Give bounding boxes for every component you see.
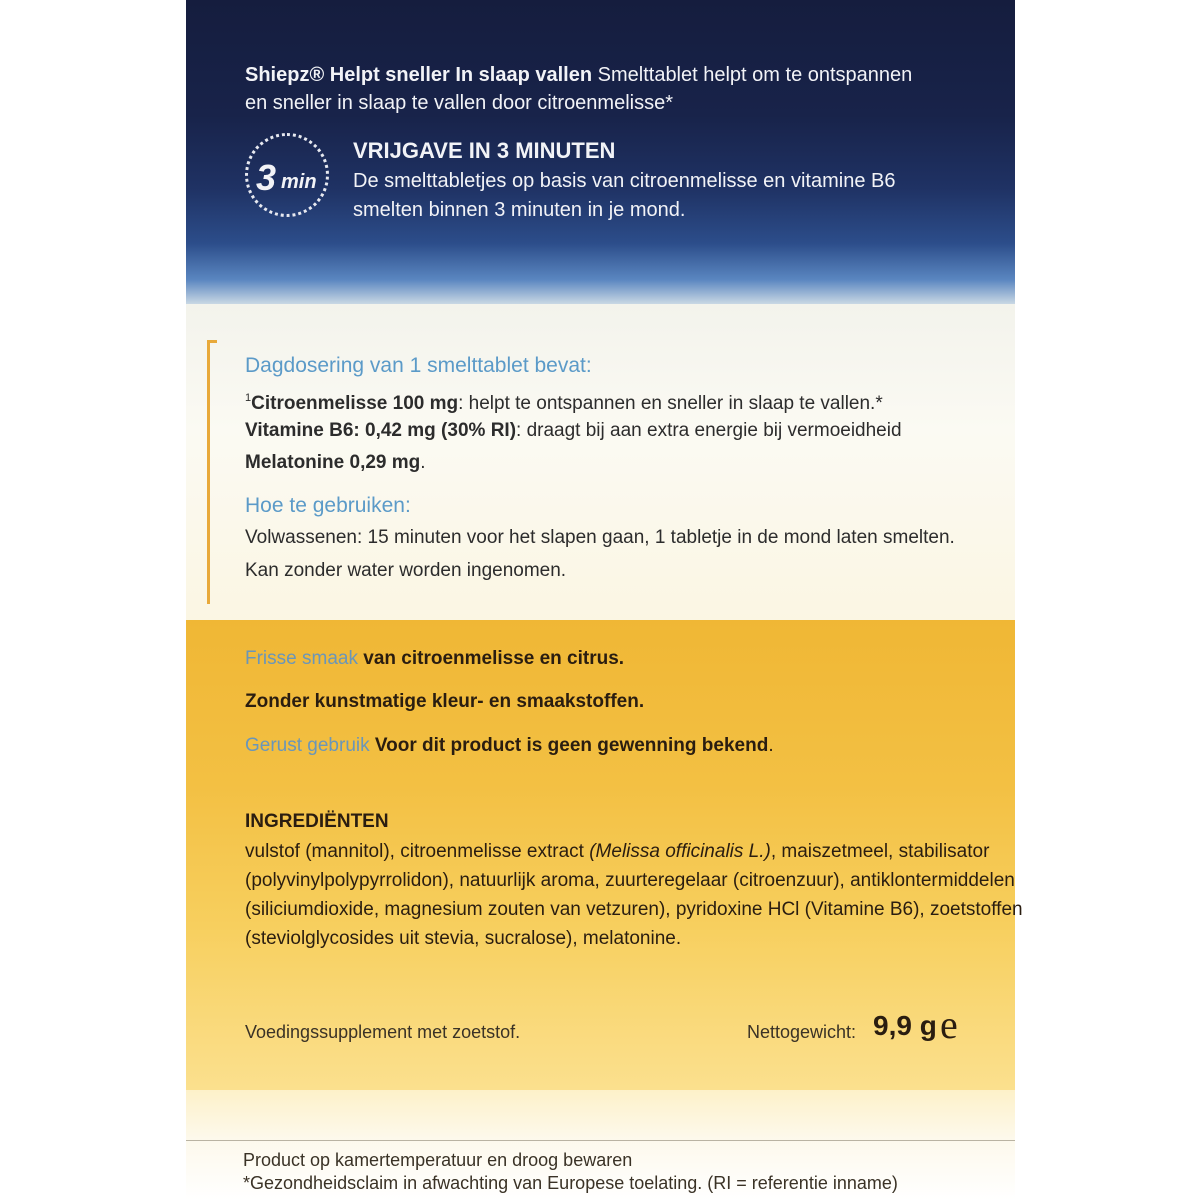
claim-footnote: *Gezondheidsclaim in afwachting van Europese toelating. (RI = referentie inname)	[243, 1173, 898, 1193]
usage-heading: Hoe te gebruiken:	[245, 494, 411, 517]
badge-number: 3	[256, 157, 277, 198]
storage-note: Product op kamertemperatuur en droog bewaren	[243, 1150, 633, 1170]
dosage-heading: Dagdosering van 1 smelttablet bevat:	[245, 354, 592, 377]
footer-divider	[186, 1140, 1015, 1141]
claim-text: Voor dit product is geen gewenning bekend	[369, 735, 769, 756]
intro-line-1	[245, 61, 912, 89]
ingredients-latin-name: (Melissa officinalis L.)	[589, 841, 771, 862]
claim-text: Zonder kunstmatige kleur- en smaakstoffen.	[245, 691, 645, 712]
claim-habit	[245, 733, 774, 759]
claim-tail: .	[768, 735, 774, 756]
intro-brand: Shiepz® Helpt sneller In slaap vallen	[245, 64, 593, 86]
claim-no-additives	[245, 689, 644, 715]
dosage-bracket	[207, 340, 217, 604]
footnote-marker: 1	[245, 392, 252, 404]
release-title: VRIJGAVE IN 3 MINUTEN	[353, 138, 616, 163]
claim-soft-label: Gerust gebruik	[245, 735, 370, 756]
ingredients-line-2: (polyvinylpolypyrrolidon), natuurlijk aroma, zuurteregelaar (citroenzuur), antiklontermiddelen	[245, 870, 1015, 891]
dosage-item-desc: .	[420, 452, 426, 473]
net-weight-value-wrap	[873, 1010, 937, 1041]
dosage-item	[245, 418, 902, 444]
supplement-note: Voedingssupplement met zoetstof.	[245, 1022, 521, 1042]
badge-unit: min	[281, 171, 317, 193]
dosage-item-desc: : draagt bij aan extra energie bij vermoeidheid	[516, 420, 902, 441]
ingredients-line-4: (steviolglycosides uit stevia, sucralose), melatonine.	[245, 928, 682, 949]
claim-soft-label: Frisse smaak	[245, 648, 358, 669]
claim-text: van citroenmelisse en citrus.	[357, 648, 625, 669]
ingredients-text: vulstof (mannitol), citroenmelisse extract	[245, 841, 590, 862]
release-line-2: smelten binnen 3 minuten in je mond.	[353, 199, 686, 221]
ingredients-text: , maiszetmeel, stabilisator	[770, 841, 990, 862]
net-weight-value: 9,9 g	[873, 1010, 937, 1041]
dosage-item-desc: : helpt te ontspannen en sneller in slaap te vallen.*	[458, 393, 883, 414]
dosage-item	[245, 450, 426, 476]
usage-line-2: Kan zonder water worden ingenomen.	[245, 560, 567, 581]
ingredients-heading: INGREDIËNTEN	[245, 811, 389, 832]
claim-taste	[245, 646, 624, 672]
dosage-item-name: Melatonine 0,29 mg	[245, 452, 421, 473]
dosage-item-name: Citroenmelisse 100 mg	[251, 393, 459, 414]
release-line-1: De smelttabletjes op basis van citroenmelisse en vitamine B6	[353, 170, 896, 192]
net-weight-label: Nettogewicht:	[747, 1022, 857, 1042]
intro-line-1-rest: Smelttablet helpt om te ontspannen	[592, 64, 913, 86]
ingredients-line-1	[245, 839, 989, 865]
usage-line-1: Volwassenen: 15 minuten voor het slapen gaan, 1 tabletje in de mond laten smelten.	[245, 527, 955, 548]
dosage-item	[245, 385, 883, 417]
intro-line-2: en sneller in slaap te vallen door citroenmelisse*	[245, 92, 674, 114]
dosage-item-name: Vitamine B6: 0,42 mg (30% RI)	[245, 420, 517, 441]
ingredients-line-3: (siliciumdioxide, magnesium zouten van vetzuren), pyridoxine HCl (Vitamine B6), zoetstoffen	[245, 899, 1023, 920]
estimated-sign-icon: e	[940, 1002, 958, 1047]
